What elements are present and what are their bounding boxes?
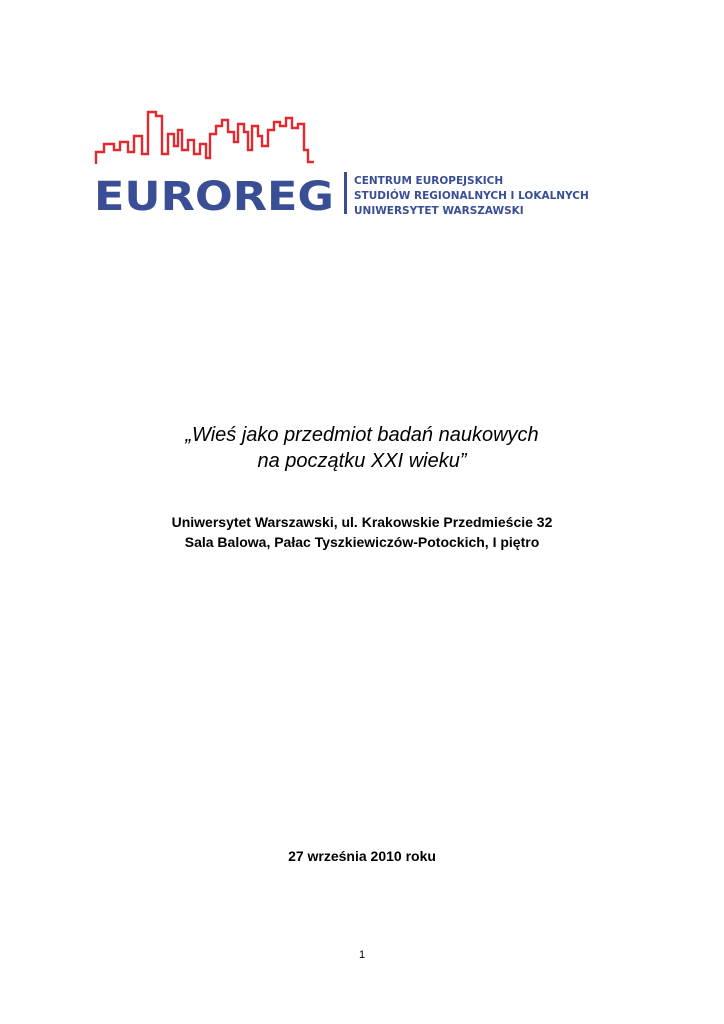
skyline-graphic: [96, 112, 314, 164]
venue-address: Uniwersytet Warszawski, ul. Krakowskie Przedmieście 32: [171, 514, 553, 530]
venue-room: Sala Balowa, Pałac Tyszkiewiczów-Potockich, I piętro: [184, 534, 540, 550]
logo-institution-line-2: STUDIÓW REGIONALNYCH I LOKALNYCH: [354, 190, 589, 202]
logo-institution-line-1: CENTRUM EUROPEJSKICH: [354, 175, 504, 187]
logo-institution-line-3: UNIWERSYTET WARSZAWSKI: [354, 205, 524, 217]
logo-divider: [344, 172, 347, 214]
event-date: 27 września 2010 roku: [288, 848, 436, 864]
page-number: 1: [358, 949, 366, 961]
document-title-line-2: na początku XXI wieku”: [257, 450, 467, 472]
euroreg-logo: [92, 106, 637, 222]
document-title-line-1: „Wieś jako przedmiot badań naukowych: [185, 424, 539, 446]
logo-wordmark: EUROREG: [94, 174, 334, 220]
